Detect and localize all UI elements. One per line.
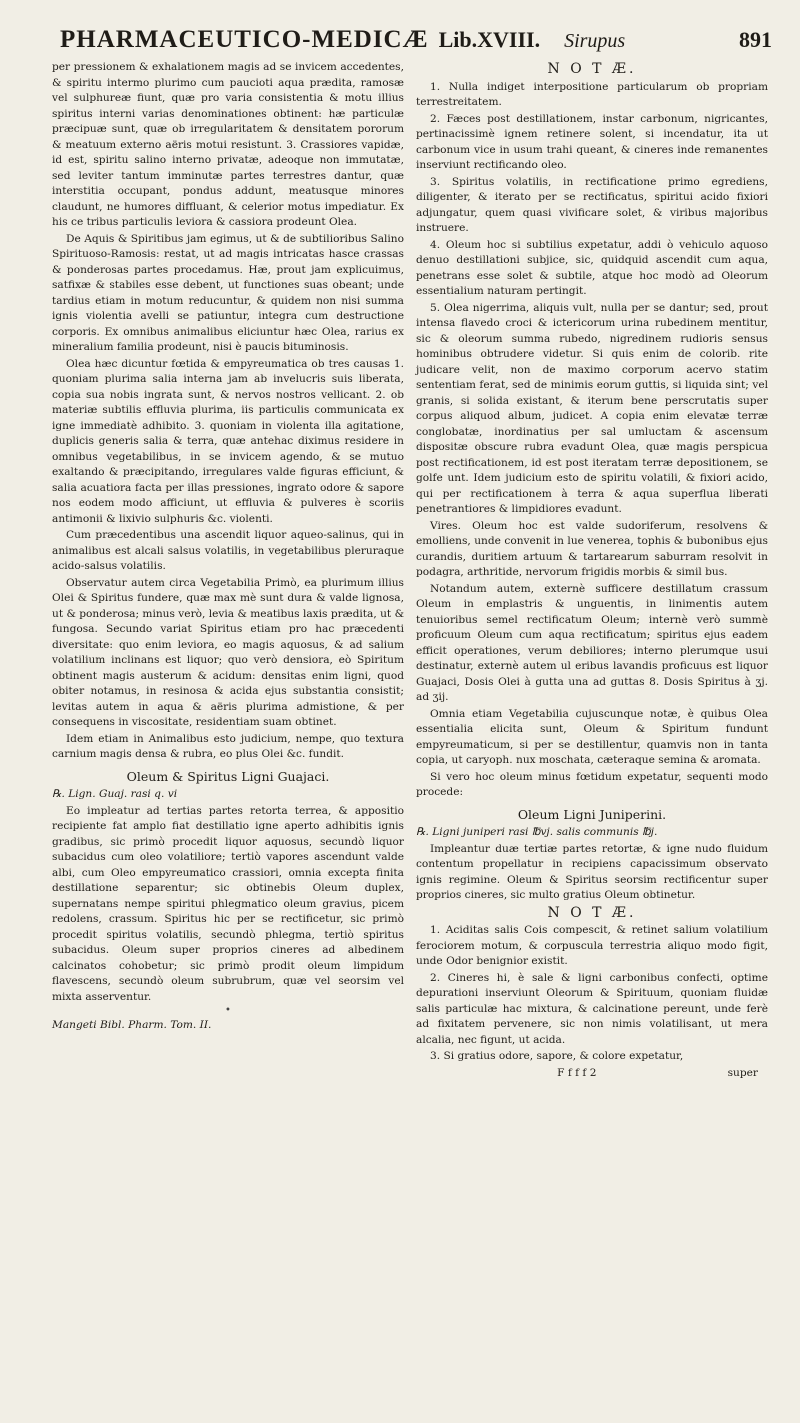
catchword: super [727,1066,758,1079]
recipe-line: ℞. Ligni juniperi rasi ℔vj. salis communis ℔j. [416,826,658,838]
note: 1. Aciditas salis Cois compescit, & retinet salium volatilium ferociorem motum, & corpuscula terrestria aliquo modo figit, unde Odor benignior existit. [416,924,768,967]
header-section: Sirupus [564,30,626,52]
section-heading: Oleum & Spiritus Ligni Guajaci. [126,768,330,784]
paragraph: Idem etiam in Animalibus esto judicium, nempe, quo textura carnium magis densa & rubra, eo plus Olei &c. fundit. [52,732,404,760]
note: Vires. Oleum hoc est valde sudoriferum, resolvens & emolliens, unde convenit in lue venerea, tophis & bubonibus ejus curandis, duritiem artuum & tartarearum saburram resolvit in podagra, arthritide, nervorum frigidis morbis & simil bus. [416,519,768,578]
page-number: 891 [739,27,772,52]
ornament-icon: • [225,1005,231,1016]
recipe-line: ℞. Lign. Guaj. rasi q. vi [52,788,178,800]
left-column [52,60,404,1034]
note: 5. Olea nigerrima, aliquis vult, nulla per se dantur; sed, prout intensa flavedo croci & ictericorum urina rubedinem mentitur, sic & oleorum summa rubedo, nigredinem rudioris sensus hominibus obtrudere videtur. Si quis enim de colorib. rite judicare velit, non de maximo corporum acervo statim sententiam ferat, sed de minimis eorum guttis, si liquida sint; vel granis, si solida existant, & iterum bene perscrutatis super corpus aliquod album, judicet. A copia enim elevatæ terræ conglobatæ, inordinatius per sal umluctam & ascensum dispositæ obscure rubra evadunt Olea, quæ magis perspicua post rectificationem, id est post iteratam terræ depositionem, se golfe unt. Idem judicium esto de spiritu volatili, & fixiori acido, qui per rectificationem à terra & aqua superflua liberati penetrantiores & limpidiores evadunt. [416,301,768,515]
note: 4. Oleum hoc si subtilius expetatur, addi ò vehiculo aquoso denuo destillationi subjice, sic, quidquid ascendit cum aqua, penetrans esse solet & subtile, atque hoc modò ad Oleorum essentialium naturam pertingit. [416,238,768,297]
running-header [60,26,772,60]
paragraph: Olea hæc dicuntur fœtida & empyreumatica ob tres causas 1. quoniam plurima salia interna jam ab invelucris suis liberata, copia sua nobis ingrata sunt, & nervos nostros vellicant. 2. ob materiæ subtilis effluvia plurima, iis particulis communicata ex igne immediatè adhibito. 3. quoniam in violenta illa agitatione, duplicis generis salia & terra, quæ antehac diximus residere in omnibus vegetabilibus, in se invicem agendo, & se mutuo exaltando & præcipitando, irregulares valde figuras efficiunt, & salia acuatiora facta per illas pressiones, ingrato odore & sapore nos eodem modo afficiunt, ut effluvia & pulveres è scoriis antimonii & lixivio sulphuris &c. violenti. [52,357,404,525]
paragraph: Impleantur duæ tertiæ partes retortæ, & igne nudo fluidum contentum propellatur in recipiens capacissimum observato ignis regimine. Oleum & Spiritus seorsim rectificentur super proprios cineres, sic multo gratius Oleum obtinetur. [416,842,768,901]
signature-mark: F f f f 2 [557,1066,597,1079]
notae-heading: N O T Æ. [547,904,637,921]
paragraph: Eo impleatur ad tertias partes retorta terrea, & appositio recipiente fat amplo fiat destillatio igne aperto adhibitis ignis gradibus, sic primò procedit liquor aquosus, secundò liquor subacidus cum oleo volatiliore; tertiò vapores ascendunt valde albi, cum Oleo empyreumatico crassiori, omnia excepta finita destillatione separentur; sic obtinebis Oleum duplex, supernatans nempe spiritui phlegmatico oleum gravius, picem redolens, crassum. Spiritus hic per se rectificetur, sic primò procedit spiritus volatilis, secundò phlegma, tertiò spiritus subacidus. Oleum super proprios cineres ad albedinem calcinatos cohobetur; sic primò prodit oleum limpidum flavescens, secundò oleum subrubrum, quæ vel seorsim vel mixta asserventur. [52,804,404,1003]
notae-heading: N O T Æ. [547,61,637,77]
note: Si vero hoc oleum minus fœtidum expetatur, sequenti modo procede: [416,770,768,798]
section-heading: Oleum Ligni Juniperini. [517,806,667,822]
note: 2. Cineres hi, è sale & ligni carbonibus confecti, optime depurationi inserviunt Oleorum & Spirituum, quoniam fluidæ salis particulæ hac mixtura, & calcinatione pereunt, unde ferè ad fixitatem pervenere, sic non nimis volatilisant, ut mera alcalia, nec figunt, ut acida. [416,971,768,1046]
paragraph: Cum præcedentibus una ascendit liquor aqueo-salinus, qui in animalibus est alcali salsus volatilis, in vegetabilibus pleruraque acido-salsus volatilis. [52,529,404,572]
signature-line [416,1066,768,1082]
footer-volume: Tom. II. [170,1019,212,1031]
note: 3. Spiritus volatilis, in rectificatione primo egrediens, diligenter, & iterato per se rectificatus, spiritui acido fixiori adjungatur, quem quasi vivificare solet, & viribus majoribus instruere. [416,175,768,234]
note: Notandum autem, externè sufficere destillatum crassum Oleum in emplastris & unguentis, in linimentis autem tenuioribus semel rectificatum Oleum; internè verò summè proficuum Oleum cum aqua rectificatum; spiritus ejus eadem efficit operationes, verum debiliores; interno plerumque usui destinatur, externè autem ul eribus lavandis proficuus est liquor Guajaci, Dosis Olei à gutta una ad guttas 8. Dosis Spiritus à ʒj. ad ʒij. [416,582,768,703]
note: 2. Fæces post destillationem, instar carbonum, nigricantes, pertinacissimè ignem retinere solent, si incendatur, ita ut carbonum vice in usum trahi queant, & cineres inde remanentes inserviunt rectificando oleo. [416,112,768,171]
note: 3. Si gratius odore, sapore, & colore expetatur, [430,1050,684,1062]
footer-line [52,1018,404,1034]
paragraph: De Aquis & Spiritibus jam egimus, ut & de subtilioribus Salino Spirituoso-Ramosis: restat, ut ad magis intricatas hasce crassas & ponderosas partes procedamus. Hæ, prout jam explicuimus, satfixæ & stabiles esse debent, ut functiones suas obeant; unde tardius etiam in motum reducuntur, & quidem non nisi summa ignis violentia avelli se patiuntur, integra cum destructione corporis. Ex omnibus animalibus eliciuntur hæc Olea, rarius ex mineralium familia prodeunt, nisi è paucis bituminosis. [52,232,404,353]
footer-source: Mangeti Bibl. Pharm. [52,1019,167,1031]
header-title: PHARMACEUTICO-MEDICÆ [60,26,429,53]
note: 1. Nulla indiget interpositione particularum ob propriam terrestreitatem. [416,80,768,108]
paragraph: Observatur autem circa Vegetabilia Primò, ea plurimum illius Olei & Spiritus fundere, quæ max mè sunt dura & valde lignosa, ut & ponderosa; minus verò, levia & meatibus laxis prædita, ut & fungosa. Secundo variat Spiritus etiam pro hac præcedenti diversitate: quo enim leviora, eo magis aquosus, & ad salium volatilium inclinans est liquor; quo verò densiora, eò Spiritum obtinent magis austerum & acidum: densitas enim ligni, quod obiter notamus, in resinosa & acida ejus substantia consistit; levitas autem in aqua & aëris plurima admistione, & per consequens in viscositate, residentiam suam obtinet. [52,576,404,728]
right-column [416,60,768,1081]
note: Omnia etiam Vegetabilia cujuscunque notæ, è quibus Olea essentialia elicita sunt, Oleum & Spiritum fundunt empyreumaticum, si per se destillentur, quamvis non in tanta copia, ut caryoph. nux moschata, cæteraque semina & aromata. [416,707,768,766]
paragraph: per pressionem & exhalationem magis ad se invicem accedentes, & spiritu intermo plurimo cum paucioti aqua prædita, ramosæ vel sulphureæ fiunt, quæ pro varia consistentia & motu illius spiritus interni varias denominationes obtinent: hæ particulæ præcipuæ sunt, quæ ob irregularitatem & densitatem pororum & meatuum externo aëris motui resistunt. 3. Crassiores vapidæ, id est, spiritu salino interno privatæ, adeoque non immutatæ, sed leviter tantum imminutæ partes terrestres dantur, quæ interstitia occupant, pondus addunt, meatusque minores claudunt, ne humores diffluant, & celerior motus impediatur. Ex his ce tribus particulis leviora & cassiora prodeunt Olea. [52,61,404,228]
header-book: Lib.XVIII. [438,27,541,52]
